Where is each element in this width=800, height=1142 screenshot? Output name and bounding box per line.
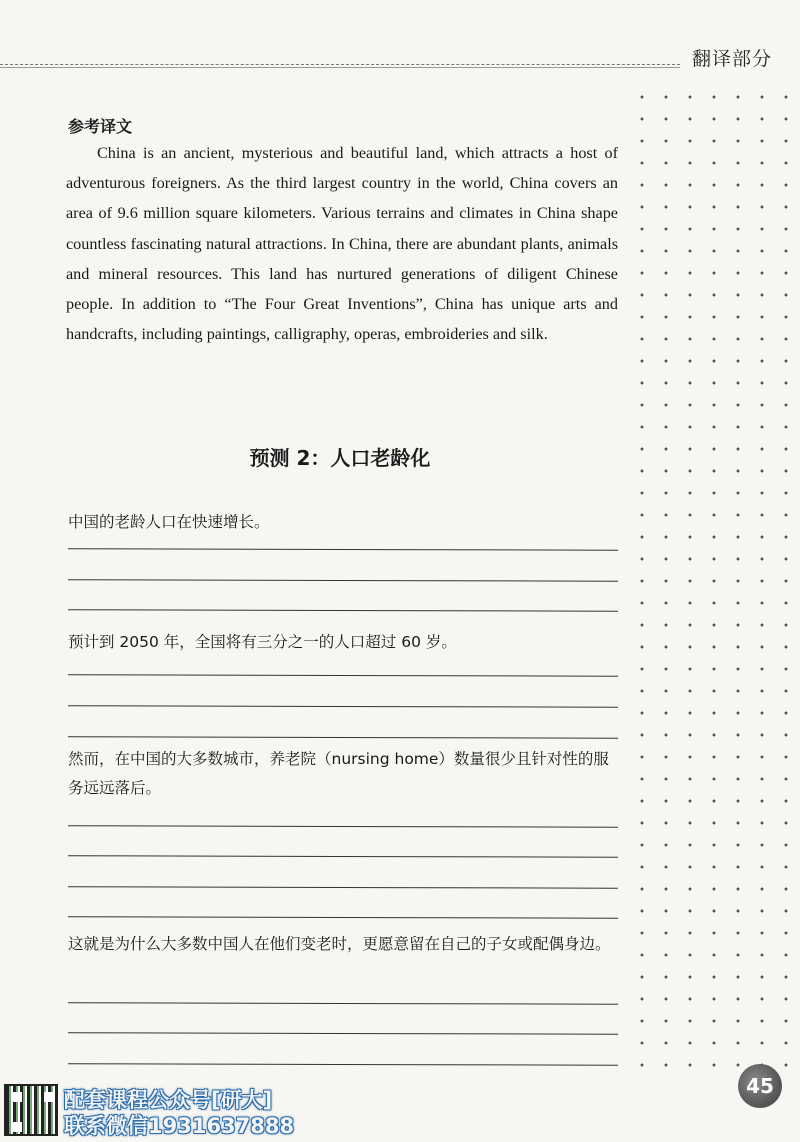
answer-line[interactable]: [68, 548, 618, 550]
answer-line[interactable]: [68, 736, 618, 738]
prompt-1: 中国的老龄人口在快速增长。: [68, 513, 270, 531]
brand-line-2: 联系微信1931637888: [64, 1114, 295, 1138]
section-title: 翻译部分: [691, 48, 772, 70]
footer-brand: [4, 1084, 312, 1136]
answer-line[interactable]: [68, 886, 618, 888]
reference-translation: China is an ancient, mysterious and beautiful land, which attracts a host of adventurous foreigners. As the third largest country in the world, China covers an area of 9.6 million square kilometers. Various terrains and climates in China shape countless fascinating natural attractions. In China, there are abundant plants, animals and mineral resources. This land has nurtured generations of diligent Chinese people. In addition to “The Four Great Inventions”, China has unique arts and handcrafts, including paintings, calligraphy, operas, embroideries and silk.: [66, 144, 618, 344]
brand-line-1: 配套课程公众号[研大]: [64, 1088, 273, 1112]
answer-line[interactable]: [68, 1032, 618, 1034]
prompt-3: 然而，在中国的大多数城市，养老院（nursing home）数量很少且针对性的服务远远落后。: [68, 750, 609, 797]
answer-line[interactable]: [68, 1002, 618, 1004]
qr-code-icon[interactable]: [4, 1084, 58, 1136]
reference-heading: 参考译文: [68, 117, 133, 136]
answer-line[interactable]: [68, 674, 618, 676]
answer-line[interactable]: [68, 855, 618, 857]
answer-line[interactable]: [68, 916, 618, 918]
answer-line[interactable]: [68, 579, 618, 581]
dot-grid-margin: [628, 84, 800, 1074]
page-number: 45: [738, 1064, 782, 1108]
prediction-title: 预测 2：人口老龄化: [249, 446, 431, 470]
prompt-2: 预计到 2050 年，全国将有三分之一的人口超过 60 岁。: [68, 633, 457, 651]
answer-line[interactable]: [68, 705, 618, 707]
header-rule: [0, 64, 680, 65]
prompt-4: 这就是为什么大多数中国人在他们变老时，更愿意留在自己的子女或配偶身边。: [68, 935, 611, 953]
answer-line[interactable]: [68, 1063, 618, 1065]
answer-line[interactable]: [68, 825, 618, 827]
header-rule-solid: [0, 67, 680, 68]
answer-line[interactable]: [68, 609, 618, 611]
